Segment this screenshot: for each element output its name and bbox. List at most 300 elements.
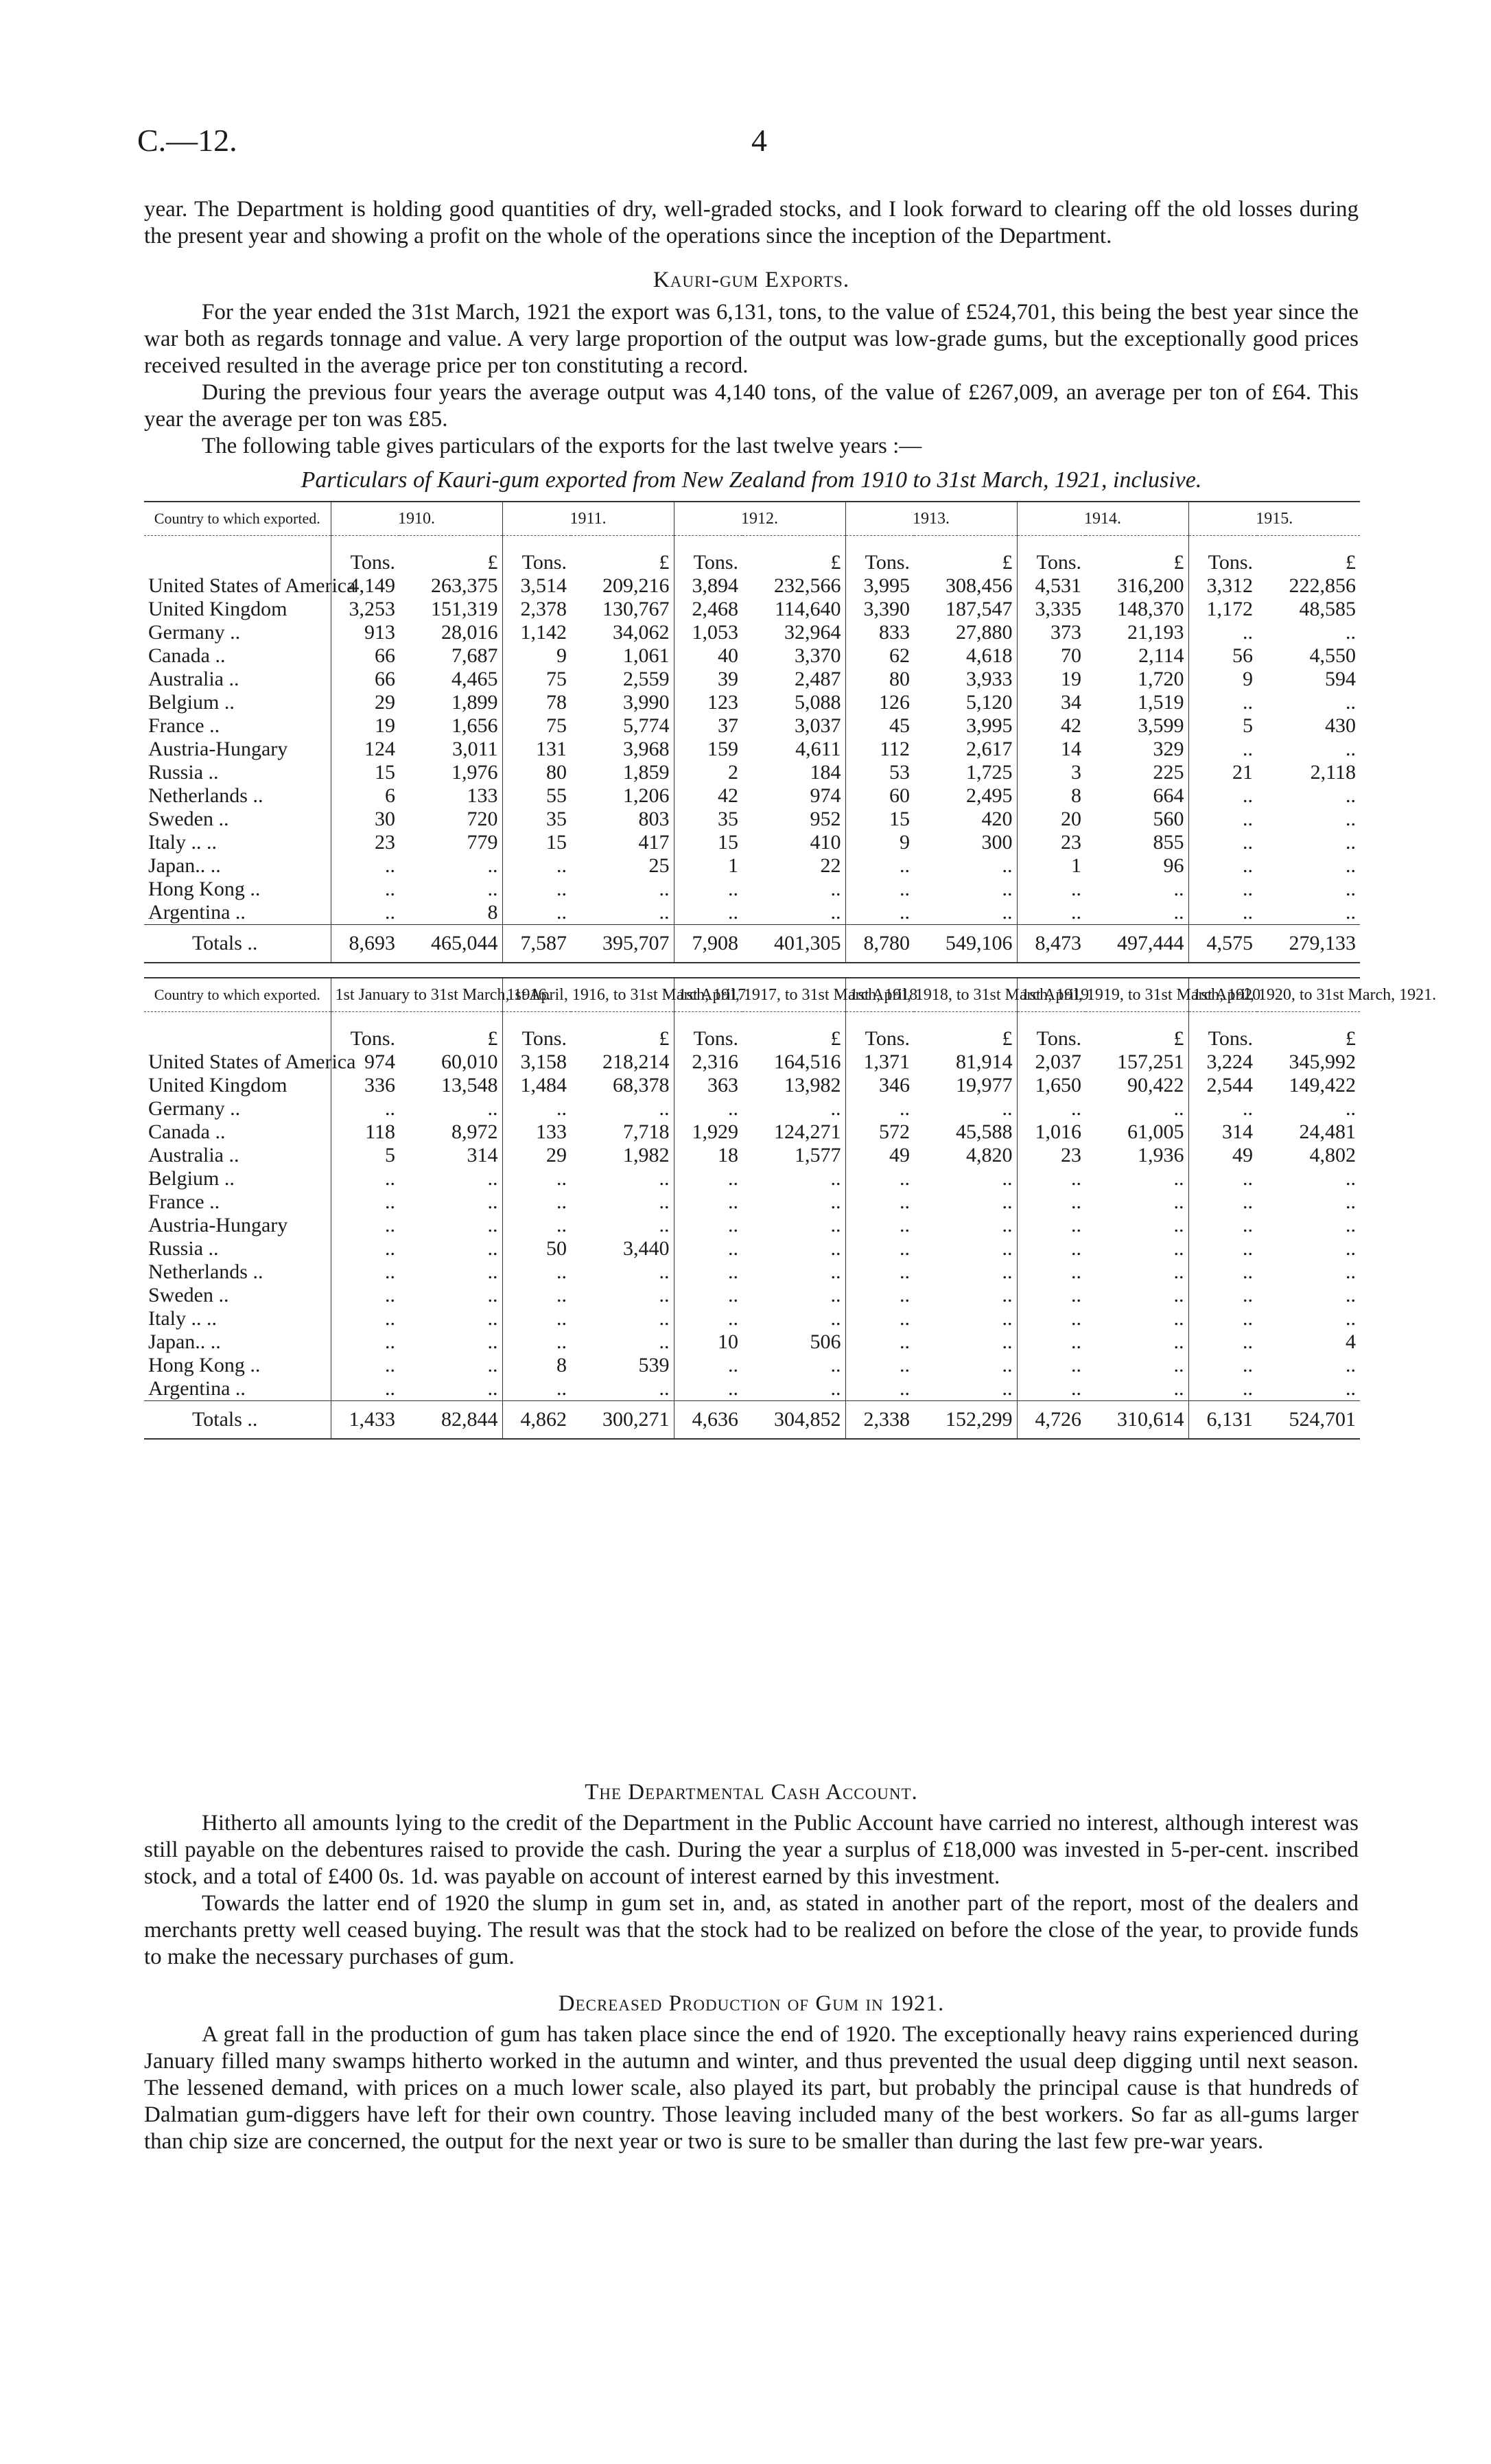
tons-value: ..	[331, 1237, 399, 1260]
tons-value: 8	[1017, 784, 1085, 808]
table-row	[144, 1237, 1360, 1260]
tons-value: 1,172	[1188, 598, 1257, 621]
unit-tons: Tons.	[1017, 536, 1085, 575]
tons-value: ..	[1017, 1167, 1085, 1190]
period-header: 1914.	[1017, 502, 1188, 536]
pounds-value: 4,550	[1309, 644, 1357, 667]
pounds-value: 27,880	[956, 621, 1013, 644]
tons-value: ..	[845, 1284, 914, 1307]
pounds-value: 5,120	[966, 691, 1013, 714]
tons-value: ..	[1017, 1190, 1085, 1214]
pounds-value: ..	[1346, 1190, 1356, 1213]
pounds-value: 28,016	[441, 621, 498, 644]
units-row	[144, 1012, 1360, 1051]
tons-value: 2	[674, 761, 742, 784]
total-pounds: 82,844	[399, 1401, 502, 1440]
tons-value: 126	[845, 691, 914, 714]
country-name: France ..	[148, 1190, 220, 1213]
pounds-value: ..	[1173, 1167, 1184, 1190]
pounds-value: ..	[659, 1377, 670, 1400]
pounds-value: ..	[830, 878, 841, 900]
tons-value: ..	[502, 1214, 571, 1237]
tons-value: 3,514	[502, 574, 571, 598]
pounds-value: 19,977	[956, 1074, 1013, 1096]
pounds-value: 1,206	[623, 784, 670, 807]
tons-value: ..	[502, 854, 571, 878]
pounds-value: 3,968	[623, 738, 670, 760]
tons-value: 1,929	[674, 1120, 742, 1144]
pounds-value: 21,193	[1127, 621, 1184, 644]
total-tons: 4,636	[674, 1401, 742, 1440]
tons-value: ..	[331, 1354, 399, 1377]
pounds-value: 720	[467, 808, 498, 830]
table-row	[144, 808, 1360, 831]
period-header: 1st January to 31st March, 1916.	[331, 978, 502, 1012]
unit-tons: Tons.	[502, 536, 571, 575]
unit-pounds: £	[1173, 1027, 1184, 1050]
tons-value: 53	[845, 761, 914, 784]
tons-value: 1	[674, 854, 742, 878]
tons-value: 5	[331, 1144, 399, 1167]
pounds-value: 25	[648, 854, 670, 877]
pounds-value: 133	[467, 784, 498, 807]
pounds-value: ..	[1002, 901, 1013, 924]
tons-value: ..	[1188, 1260, 1257, 1284]
unit-pounds: £	[659, 551, 670, 574]
tons-value: ..	[1188, 1214, 1257, 1237]
country-name: Belgium ..	[148, 691, 235, 714]
pounds-value: 7,718	[623, 1120, 670, 1143]
pounds-value: 222,856	[1289, 574, 1357, 597]
tons-value: 15	[845, 808, 914, 831]
table-row	[144, 1097, 1360, 1120]
tons-value: 123	[674, 691, 742, 714]
total-pounds: 152,299	[914, 1401, 1017, 1440]
total-pounds: 279,133	[1257, 925, 1360, 963]
unit-tons: Tons.	[845, 536, 914, 575]
tons-value: ..	[502, 1377, 571, 1401]
country-name: Japan.. ..	[148, 854, 221, 877]
pounds-value: 5,088	[795, 691, 841, 714]
totals-label: Totals ..	[144, 925, 331, 963]
period-header: 1st April, 1919, to 31st March, 1920.	[1017, 978, 1188, 1012]
tons-value: 39	[674, 668, 742, 691]
tons-value: ..	[1017, 878, 1085, 901]
production-paragraph: A great fall in the production of gum has taken place since the end of 1920. The exceptionally heavy rains experienced during January filled many swamps hitherto worked in the autumn and winter, and thus prevented the usual deep digging until next season. The lessened demand, with prices on a much lower scale, also played its part, but probably the principal cause is that hundreds of Dalmatian gum-diggers have left for their own country. Those leaving included many of the best workers. So far as all-gums larger than chip size are concerned, the output for the next year or two is sure to be smaller than during the last few pre-war years.	[144, 2022, 1359, 2154]
total-tons: 8,780	[845, 925, 914, 963]
pounds-value: ..	[1002, 854, 1013, 877]
country-name: Sweden ..	[148, 808, 229, 830]
pounds-value: 417	[638, 831, 670, 854]
pounds-value: ..	[1346, 1167, 1356, 1190]
pounds-value: 3,370	[795, 644, 841, 667]
country-name: Germany ..	[148, 1097, 241, 1120]
table-row	[144, 761, 1360, 784]
tons-value: 572	[845, 1120, 914, 1144]
total-tons: 4,726	[1017, 1401, 1085, 1440]
tons-value: ..	[1188, 1097, 1257, 1120]
tons-value: 35	[502, 808, 571, 831]
pounds-value: ..	[1002, 1330, 1013, 1353]
country-name: Austria-Hungary	[148, 738, 288, 760]
pounds-value: ..	[659, 1307, 670, 1330]
pounds-value: 7,687	[451, 644, 498, 667]
unit-pounds: £	[487, 551, 498, 574]
tons-value: ..	[331, 901, 399, 925]
tons-value: ..	[845, 1330, 914, 1354]
intro-paragraph: year. The Department is holding good quantities of dry, well-graded stocks, and I look forward to clearing off the old losses during the present year and showing a profit on the whole of the operations since the inception of the Department.	[144, 197, 1359, 248]
pounds-value: 4,611	[795, 738, 841, 760]
tons-value: ..	[845, 878, 914, 901]
tons-value: ..	[845, 1354, 914, 1377]
pounds-value: 2,114	[1138, 644, 1184, 667]
tons-value: 124	[331, 738, 399, 761]
tons-value: 3,253	[331, 598, 399, 621]
pounds-value: ..	[1346, 854, 1357, 877]
exports-paragraph: During the previous four years the average output was 4,140 tons, of the value of £267,009, an average per ton of £64. This year the average per ton was £85.	[144, 380, 1359, 432]
pounds-value: 1,982	[623, 1144, 670, 1166]
table-row	[144, 691, 1360, 714]
pounds-value: ..	[659, 1284, 670, 1306]
pounds-value: 1,519	[1138, 691, 1184, 714]
pounds-value: 2,495	[966, 784, 1013, 807]
country-name: Germany ..	[148, 621, 241, 644]
total-tons: 8,473	[1017, 925, 1085, 963]
period-header: 1st April, 1916, to 31st March, 1917.	[502, 978, 674, 1012]
tons-value: 49	[845, 1144, 914, 1167]
tons-value: 131	[502, 738, 571, 761]
table-row	[144, 621, 1360, 644]
pounds-value: 22	[820, 854, 841, 877]
pounds-value: ..	[1346, 878, 1357, 900]
country-name: United Kingdom	[148, 1074, 287, 1096]
total-pounds: 401,305	[742, 925, 845, 963]
pounds-value: ..	[1346, 1284, 1356, 1306]
pounds-value: 130,767	[602, 598, 670, 620]
tons-value: ..	[331, 1377, 399, 1401]
pounds-value: ..	[1346, 901, 1357, 924]
tons-value: ..	[1188, 808, 1257, 831]
tons-value: 112	[845, 738, 914, 761]
total-tons: 7,908	[674, 925, 742, 963]
tons-value: ..	[331, 878, 399, 901]
table-row	[144, 878, 1360, 901]
table-row	[144, 1074, 1360, 1097]
tons-value: ..	[845, 1237, 914, 1260]
tons-value: ..	[674, 1260, 742, 1284]
unit-pounds: £	[1173, 551, 1184, 574]
country-name: Italy .. ..	[148, 1307, 217, 1330]
table-row	[144, 668, 1360, 691]
pounds-value: ..	[830, 1307, 841, 1330]
pounds-value: ..	[487, 1260, 498, 1283]
pounds-value: ..	[487, 1377, 498, 1400]
pounds-value: 420	[981, 808, 1013, 830]
country-name: Hong Kong ..	[148, 878, 261, 900]
pounds-value: 1,936	[1138, 1144, 1184, 1166]
unit-pounds: £	[830, 551, 841, 574]
unit-tons: Tons.	[331, 1012, 399, 1051]
tons-value: ..	[845, 1307, 914, 1330]
tons-value: ..	[1188, 1307, 1257, 1330]
section-title-decreased-production: Decreased Production of Gum in 1921.	[558, 1991, 945, 2016]
pounds-value: ..	[830, 1097, 841, 1120]
tons-value: ..	[331, 1167, 399, 1190]
pounds-value: 3,011	[452, 738, 498, 760]
tons-value: ..	[1188, 1190, 1257, 1214]
pounds-value: 1,899	[451, 691, 498, 714]
country-name: Italy .. ..	[148, 831, 217, 854]
period-header: 1910.	[331, 502, 502, 536]
pounds-value: 157,251	[1117, 1051, 1184, 1073]
pounds-value: 1,656	[451, 714, 498, 737]
tons-value: 80	[845, 668, 914, 691]
pounds-value: ..	[830, 1237, 841, 1260]
units-row-spacer	[144, 1012, 331, 1051]
tons-value: 23	[1017, 831, 1085, 854]
pounds-value: ..	[830, 1260, 841, 1283]
table-row	[144, 1307, 1360, 1330]
period-header: 1st April, 1918, to 31st March, 1919.	[845, 978, 1017, 1012]
pounds-value: ..	[1346, 1377, 1356, 1400]
tons-value: ..	[845, 1097, 914, 1120]
table-row	[144, 714, 1360, 738]
pounds-value: ..	[659, 1330, 670, 1353]
tons-value: 3,224	[1188, 1051, 1257, 1074]
page-number: 4	[751, 123, 767, 158]
tons-value: 314	[1188, 1120, 1257, 1144]
tons-value: ..	[1188, 1377, 1257, 1401]
total-tons: 1,433	[331, 1401, 399, 1440]
period-header: 1915.	[1188, 502, 1360, 536]
tons-value: 20	[1017, 808, 1085, 831]
pounds-value: 308,456	[946, 574, 1013, 597]
pounds-value: 81,914	[956, 1051, 1013, 1073]
pounds-value: ..	[487, 1237, 498, 1260]
pounds-value: ..	[1002, 1377, 1013, 1400]
period-header: 1912.	[674, 502, 845, 536]
exports-table-1910-1915	[144, 501, 1360, 963]
tons-value: ..	[1188, 621, 1257, 644]
tons-value: 29	[331, 691, 399, 714]
tons-value: 40	[674, 644, 742, 668]
pounds-value: 664	[1153, 784, 1184, 807]
pounds-value: 225	[1153, 761, 1184, 784]
pounds-value: ..	[487, 878, 498, 900]
tons-value: ..	[502, 878, 571, 901]
tons-value: 974	[331, 1051, 399, 1074]
tons-value: 2,468	[674, 598, 742, 621]
pounds-value: 3,990	[623, 691, 670, 714]
tons-value: 2,378	[502, 598, 571, 621]
pounds-value: ..	[1173, 1097, 1184, 1120]
pounds-value: ..	[1002, 1214, 1013, 1236]
country-column-header: Country to which exported.	[144, 502, 331, 536]
tons-value: ..	[674, 1237, 742, 1260]
total-pounds: 465,044	[399, 925, 502, 963]
tons-value: 66	[331, 644, 399, 668]
pounds-value: ..	[659, 1190, 670, 1213]
exports-paragraph: For the year ended the 31st March, 1921 the export was 6,131, tons, to the value of £524,701, this being the best year since the war both as regards tonnage and value. A very large proportion of the output was low-grade gums, but the exceptionally good prices received resulted in the average price per ton constituting a record.	[144, 300, 1359, 378]
country-name: United States of America	[148, 574, 356, 597]
pounds-value: 952	[810, 808, 841, 830]
pounds-value: ..	[830, 1190, 841, 1213]
pounds-value: ..	[1346, 1260, 1356, 1283]
tons-value: ..	[1017, 1307, 1085, 1330]
table-row	[144, 598, 1360, 621]
pounds-value: ..	[1173, 1214, 1184, 1236]
tons-value: 363	[674, 1074, 742, 1097]
pounds-value: 90,422	[1127, 1074, 1184, 1096]
tons-value: 336	[331, 1074, 399, 1097]
pounds-value: 149,422	[1289, 1074, 1356, 1096]
pounds-value: 410	[810, 831, 841, 854]
pounds-value: 430	[1325, 714, 1357, 737]
tons-value: ..	[331, 1284, 399, 1307]
table-row	[144, 1190, 1360, 1214]
pounds-value: ..	[487, 1307, 498, 1330]
country-name: France ..	[148, 714, 220, 737]
pounds-value: ..	[1002, 1237, 1013, 1260]
country-name: Belgium ..	[148, 1167, 235, 1190]
unit-pounds: £	[1002, 551, 1013, 574]
pounds-value: 1,976	[451, 761, 498, 784]
pounds-value: ..	[1173, 1284, 1184, 1306]
cash-account-paragraph: Hitherto all amounts lying to the credit of the Department in the Public Account have carried no interest, although interest was still payable on the debentures raised to provide the cash. During the year a surplus of £18,000 was invested in 5-per-cent. inscribed stock, and a total of £400 0s. 1d. was payable on account of interest earned by this investment.	[144, 1811, 1359, 1889]
tons-value: ..	[1017, 1354, 1085, 1377]
country-name: Australia ..	[148, 668, 239, 690]
pounds-value: ..	[487, 1354, 498, 1376]
pounds-value: 187,547	[946, 598, 1013, 620]
pounds-value: 4,618	[966, 644, 1013, 667]
tons-value: ..	[845, 901, 914, 925]
tons-value: ..	[674, 1214, 742, 1237]
country-name: Russia ..	[148, 1237, 219, 1260]
pounds-value: 1,061	[623, 644, 670, 667]
tons-value: 45	[845, 714, 914, 738]
tons-value: 34	[1017, 691, 1085, 714]
tons-value: ..	[1188, 1237, 1257, 1260]
table-row	[144, 1354, 1360, 1377]
tons-value: 75	[502, 714, 571, 738]
tons-value: 3,390	[845, 598, 914, 621]
totals-label: Totals ..	[144, 1401, 331, 1440]
tons-value: 29	[502, 1144, 571, 1167]
table-row	[144, 1120, 1360, 1144]
table-row	[144, 1167, 1360, 1190]
tons-value: ..	[1188, 1330, 1257, 1354]
tons-value: 2,037	[1017, 1051, 1085, 1074]
tons-value: ..	[1017, 1214, 1085, 1237]
tons-value: ..	[502, 1284, 571, 1307]
tons-value: 1,650	[1017, 1074, 1085, 1097]
units-row-spacer	[144, 536, 331, 575]
pounds-value: ..	[1002, 1284, 1013, 1306]
country-name: Argentina ..	[148, 1377, 246, 1400]
tons-value: 3,158	[502, 1051, 571, 1074]
tons-value: ..	[674, 1307, 742, 1330]
unit-tons: Tons.	[331, 536, 399, 575]
pounds-value: ..	[1002, 1260, 1013, 1283]
pounds-value: 60,010	[441, 1051, 498, 1073]
total-pounds: 524,701	[1257, 1401, 1360, 1440]
section-title-cash-account: The Departmental Cash Account.	[585, 1780, 918, 1805]
tons-value: ..	[1017, 1260, 1085, 1284]
pounds-value: 1,577	[795, 1144, 841, 1166]
period-header: 1st April, 1920, to 31st March, 1921.	[1188, 978, 1360, 1012]
pounds-value: 1,859	[623, 761, 670, 784]
tons-value: ..	[331, 1097, 399, 1120]
tons-value: ..	[331, 1307, 399, 1330]
pounds-value: ..	[1346, 1307, 1356, 1330]
tons-value: 18	[674, 1144, 742, 1167]
pounds-value: ..	[1346, 621, 1357, 644]
pounds-value: ..	[487, 1167, 498, 1190]
total-tons: 8,693	[331, 925, 399, 963]
pounds-value: 48,585	[1299, 598, 1357, 620]
period-header: 1st April, 1917, to 31st March, 1918.	[674, 978, 845, 1012]
unit-tons: Tons.	[674, 1012, 742, 1051]
tons-value: ..	[1188, 1354, 1257, 1377]
tons-value: ..	[674, 1190, 742, 1214]
pounds-value: ..	[1346, 738, 1357, 760]
tons-value: 21	[1188, 761, 1257, 784]
tons-value: ..	[674, 1167, 742, 1190]
total-pounds: 310,614	[1085, 1401, 1188, 1440]
unit-pounds: £	[1346, 551, 1357, 574]
pounds-value: 329	[1153, 738, 1184, 760]
tons-value: 1,484	[502, 1074, 571, 1097]
table-row	[144, 574, 1360, 598]
units-row	[144, 536, 1360, 575]
pounds-value: 232,566	[774, 574, 841, 597]
tons-value: ..	[1017, 1284, 1085, 1307]
tons-value: ..	[1188, 784, 1257, 808]
unit-tons: Tons.	[845, 1012, 914, 1051]
tons-value: 159	[674, 738, 742, 761]
pounds-value: ..	[1173, 1377, 1184, 1400]
pounds-value: 68,378	[613, 1074, 670, 1096]
pounds-value: 4,820	[966, 1144, 1013, 1166]
pounds-value: 4,465	[451, 668, 498, 690]
pounds-value: ..	[830, 901, 841, 924]
country-name: Japan.. ..	[148, 1330, 221, 1353]
pounds-value: 539	[638, 1354, 670, 1376]
period-header: 1913.	[845, 502, 1017, 536]
tons-value: 9	[502, 644, 571, 668]
pounds-value: 779	[467, 831, 498, 854]
pounds-value: ..	[1346, 1097, 1356, 1120]
table-row	[144, 1377, 1360, 1401]
pounds-value: ..	[1173, 1307, 1184, 1330]
exports-paragraph: The following table gives particulars of the exports for the last twelve years :—	[202, 434, 922, 458]
tons-value: ..	[502, 901, 571, 925]
unit-pounds: £	[1346, 1027, 1356, 1050]
tons-value: 62	[845, 644, 914, 668]
pounds-value: 560	[1153, 808, 1184, 830]
tons-value: ..	[1017, 1330, 1085, 1354]
pounds-value: ..	[830, 1377, 841, 1400]
tons-value: ..	[845, 1167, 914, 1190]
tons-value: 80	[502, 761, 571, 784]
pounds-value: 4,802	[1309, 1144, 1356, 1166]
pounds-value: ..	[1002, 1307, 1013, 1330]
pounds-value: 13,548	[441, 1074, 498, 1096]
unit-tons: Tons.	[1017, 1012, 1085, 1051]
tons-value: 14	[1017, 738, 1085, 761]
total-tons: 4,575	[1188, 925, 1257, 963]
pounds-value: 2,487	[795, 668, 841, 690]
